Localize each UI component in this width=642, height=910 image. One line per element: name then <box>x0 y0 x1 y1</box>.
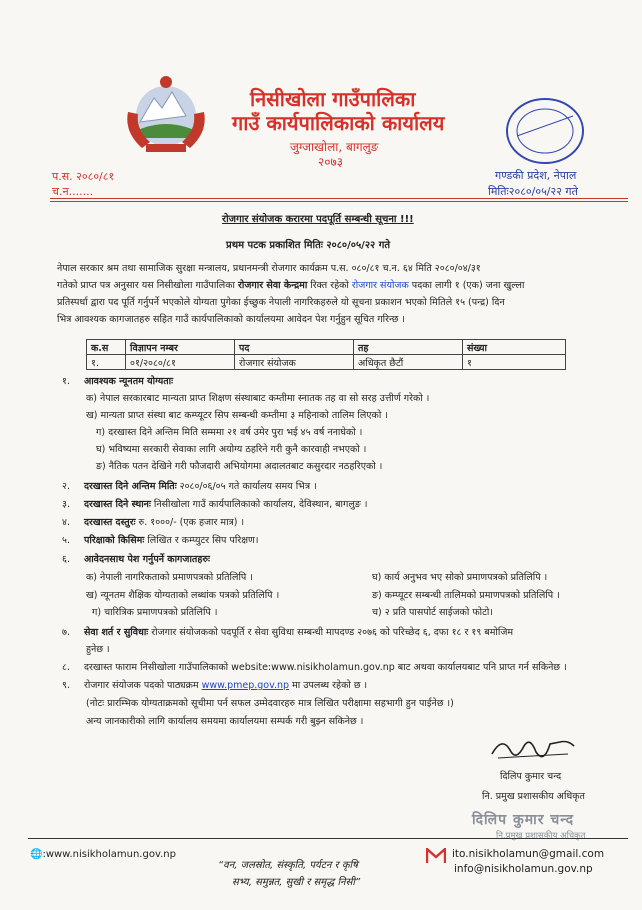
globe-icon: 🌐 <box>30 849 43 860</box>
fee-point: ४. दरखास्त दस्तुरः रु. १०००/- (एक हजार मात्र) । <box>62 517 245 528</box>
table-header-cell: क.स <box>87 340 126 355</box>
document-item: ग) चारित्रिक प्रमाणपत्रको प्रतिलिपि । <box>92 607 218 618</box>
document-item: च) २ प्रति पासपोर्ट साईजको फोटो। <box>372 607 493 618</box>
title-stamp: नि.प्रमुख प्रशासकीय अधिकृत <box>496 831 586 841</box>
vacancy-table <box>86 339 566 370</box>
email-secondary[interactable]: info@nisikholamun.gov.np <box>454 863 593 875</box>
document-item: ख) न्यूनतम शैक्षिक योग्यताको लब्धांक पत्रको प्रतिलिपि । <box>86 590 280 601</box>
table-header-cell: तह <box>354 340 463 355</box>
email-primary[interactable]: ito.nisikholamun@gmail.com <box>452 848 605 860</box>
emblem-icon <box>120 72 212 154</box>
table-header-cell: पद <box>235 340 354 355</box>
service-terms-continued: हुनेछ । <box>86 644 110 655</box>
slogan-line-1: “वन, जलस्रोत, संस्कृति, पर्यटन र कृषि <box>218 860 358 871</box>
header-divider-2 <box>50 201 628 202</box>
table-cell: रोजगार संयोजक <box>235 355 354 370</box>
exam-point: ५. परिक्षाको किसिमः लिखित र कम्प्युटर सिप परिक्षण। <box>62 535 259 546</box>
contact-note: अन्य जानकारीको लागि कार्यालय समयमा कार्यालयमा सम्पर्क गरी बुझ्न सकिनेछ । <box>86 716 364 727</box>
qualification-item: घ) भविष्यमा सरकारी सेवाका लागि अयोग्य ठहरिने गरी कुनै कारवाही नभएको । <box>96 444 367 455</box>
pmep-link[interactable]: www.pmep.gov.np <box>201 680 290 691</box>
table-cell: १ <box>463 355 566 370</box>
province-text: गण्डकी प्रदेश, नेपाल <box>495 169 577 182</box>
intro-line-4: भित्र आवश्यक कागजातहरु सहित गाउँ कार्यपालिकाको कार्यालयमा आवेदन पेश गर्नुहुन सूचित गरिन्छ । <box>57 314 406 325</box>
name-stamp: दिलिप कुमार चन्द <box>472 812 575 828</box>
qualification-item: ङ) नैतिक पतन देखिने गरी फौजदारी अभियोगमा अदालतबाट कसुरदार नठहरिएको । <box>96 461 383 472</box>
notice-subject: रोजगार संयोजक करारमा पदपूर्ति सम्बन्धी सूचना !!! <box>222 214 414 225</box>
form-download-point: ८. दरखास्त फाराम निसीखोला गाउँपालिकाको website:www.nisikholamun.gov.np बाट अथवा कार्यालयबाट पनि प्राप्त गर्न सकिनेछ । <box>62 662 567 673</box>
office-address: जुग्जाखोला, बागलुङ <box>290 140 379 154</box>
deadline-point: २. दरखास्त दिने अन्तिम मितिः २०८०/०६/०५ गते कार्यालय समय भित्र । <box>62 481 317 492</box>
header-divider-1 <box>50 198 628 199</box>
intro-line-1: नेपाल सरकार श्रम तथा सामाजिक सुरक्षा मन्त्रालय, प्रधानमन्त्री रोजगार कार्यक्रम प.स. ०८०/८१ च.न. ६४ मिति २०८०/०४/३१ <box>57 263 481 274</box>
table-header-cell: विज्ञापन नम्बर <box>126 340 235 355</box>
qualification-item: ग) दरखास्त दिने अन्तिम मिति सम्ममा २१ वर्ष उमेर पुरा भई ४५ वर्ष ननाघेको । <box>96 427 363 438</box>
location-point: ३. दरखास्त दिने स्थानः निसीखोला गाउँ कार्यपालिकाको कार्यालय, देविस्थान, बागलुङ । <box>62 499 368 510</box>
table-cell: अधिकृत छैटौं <box>354 355 463 370</box>
document-item: क) नेपाली नागरिकताको प्रमाणपत्रको प्रतिलिपि । <box>86 572 253 583</box>
qualification-item: क) नेपाल सरकारबाट मान्यता प्राप्त शिक्षण संस्थाबाट कम्तीमा स्नातक तह वा सो सरह उत्तीर्ण गरेको । <box>86 393 430 404</box>
signatory-name: दिलिप कुमार चन्द <box>500 771 562 782</box>
table-header-row <box>87 340 566 355</box>
table-cell: ०१/२०८०/८१ <box>126 355 235 370</box>
publish-date: प्रथम पटक प्रकाशित मितिः २०८०/०५/२२ गते <box>226 240 391 251</box>
intro-line-3: प्रतिस्पर्धा द्वारा पद पूर्ति गर्नुपर्ने भएकोले योग्यता पुगेका ईच्छुक नेपाली नागरिकहरुले यो सूचना प्रकाशन भएको मितिले १५ (पन्द्र) दिन <box>57 297 505 308</box>
intro-line-2: गतेको प्राप्त पत्र अनुसार यस निसीखोला गाउँपालिका रोजगार सेवा केन्द्रमा रिक्त रहेको रोजगार संयोजक पदका लागी १ (एक) जना खुल्ला <box>57 280 525 291</box>
syllabus-point: ९. रोजगार संयोजक पदको पाठ्यक्रम www.pmep.gov.np मा उपलब्ध रहेको छ । <box>62 680 368 691</box>
service-terms-point: ७. सेवा शर्त र सुविधाः रोजगार संयोजकको पदपूर्ति र सेवा सुविधा सम्बन्धी मापदण्ड २०७६ को परिच्छेद ६, दफा १८ र १९ बमोजिम <box>62 627 514 638</box>
signature-mark <box>488 734 578 766</box>
slogan-line-2: सभ्य, समुन्नत, सुखी र समृद्ध निसी” <box>232 877 361 888</box>
office-title-line2: गाउँ कार्यपालिकाको कार्यालय <box>232 111 445 135</box>
table-cell: १. <box>87 355 126 370</box>
office-title-line1: निसीखोला गाउँपालिका <box>250 87 416 111</box>
table-header-cell: संख्या <box>463 340 566 355</box>
documents-heading: ६. आवेदनसाथ पेश गर्नुपर्ने कागजातहरुः <box>62 554 210 565</box>
document-item: ङ) कम्प्यूटर सम्बन्धी तालिमको प्रमाणपत्रको प्रतिलिपि । <box>372 590 560 601</box>
dispatch-number: च.न....... <box>52 185 94 198</box>
document-item: घ) कार्य अनुभव भए सोको प्रमाणपत्रको प्रतिलिपि । <box>372 572 548 583</box>
mail-icon <box>426 848 446 864</box>
table-row <box>87 355 566 370</box>
letter-date: मितिः२०८०/०५/२२ गते <box>488 185 578 198</box>
qualifications-heading: १. आवश्यक न्यूनतम योग्यताः <box>62 376 174 387</box>
office-year: २०७३ <box>318 155 343 169</box>
footer-website <box>30 849 176 860</box>
signatory-title: नि. प्रमुख प्रशासकीय अधिकृत <box>482 791 585 802</box>
exam-note: (नोटः प्रारम्भिक योग्यताक्रमको सूचीमा पर्न सफल उम्मेदवारहरु मात्र लिखित परीक्षामा सहभागी हुन पाईनेछ ।) <box>86 698 454 709</box>
footer-divider <box>28 838 628 839</box>
website-text[interactable]: :www.nisikholamun.gov.np <box>42 849 176 860</box>
office-stamp <box>503 96 587 166</box>
qualification-item: ख) मान्यता प्राप्त संस्था बाट कम्प्यूटर सिप सम्बन्धी कम्तीमा ३ महिनाको तालिम लिएको । <box>86 410 388 421</box>
reference-number: प.स. २०८०/८१ <box>52 170 115 183</box>
